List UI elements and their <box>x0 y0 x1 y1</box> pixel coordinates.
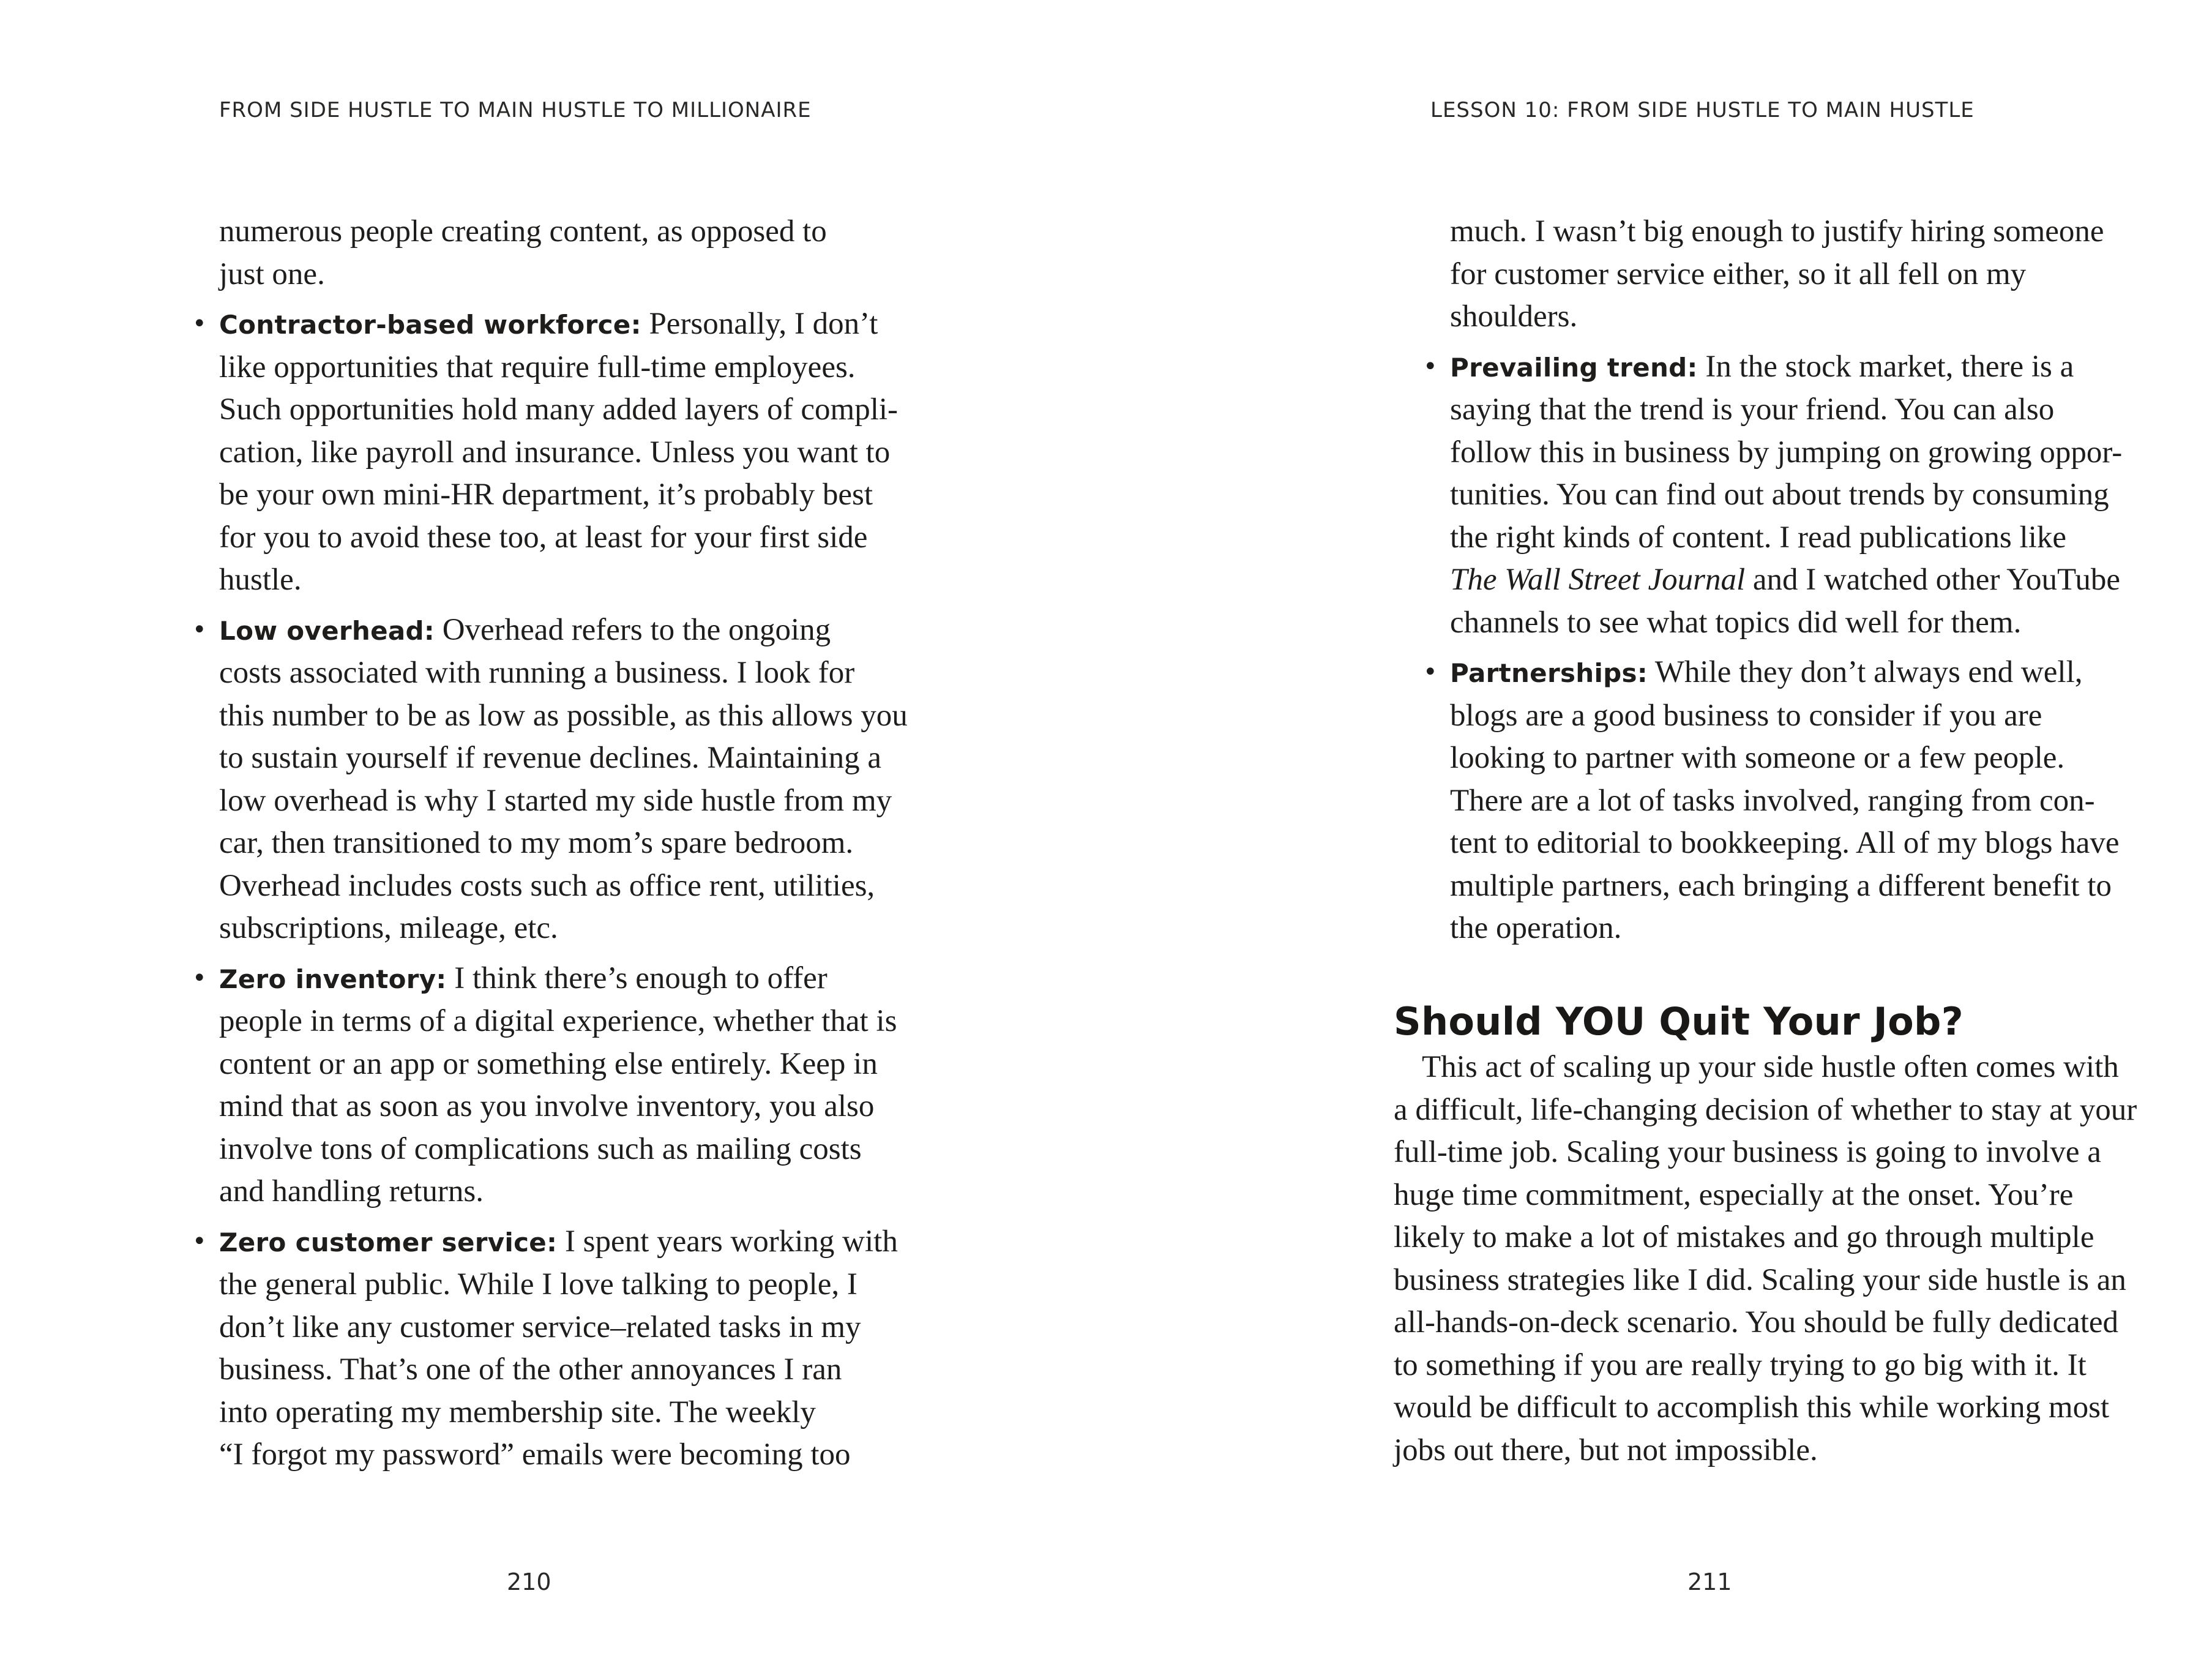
text-line: the general public. While I love talking to people, I <box>219 1267 858 1302</box>
list-item <box>192 1221 908 1477</box>
text-line: to something if you are really trying to go big with it. It <box>1394 1347 2087 1382</box>
list-item <box>1423 346 2137 645</box>
list-item <box>1423 651 2137 950</box>
text-line: this number to be as low as possible, as this allows you <box>219 698 908 733</box>
list-item <box>192 609 908 950</box>
bullet-text: I think there’s enough to offer <box>446 961 828 995</box>
text-line: tent to editorial to bookkeeping. All of my blogs have <box>1450 826 2120 860</box>
bullet-text: While they don’t always end well, <box>1647 655 2083 689</box>
text-line: multiple partners, each bringing a different benefit to <box>1450 868 2112 903</box>
list-item <box>192 957 908 1213</box>
text-line: costs associated with running a business. I look for <box>219 656 855 690</box>
text-line: numerous people creating content, as opposed to <box>219 214 827 249</box>
text-line: low overhead is why I started my side hustle from my <box>219 783 892 818</box>
text-line: subscriptions, mileage, etc. <box>219 911 558 945</box>
right-page-body <box>1394 211 2137 1472</box>
text-line: don’t like any customer service–related tasks in my <box>219 1309 861 1344</box>
continuation-text <box>219 211 908 296</box>
right-page <box>1106 0 2212 1656</box>
running-head: FROM SIDE HUSTLE TO MAIN HUSTLE TO MILLIONAIRE <box>219 98 812 122</box>
bullet-icon: • <box>192 310 207 338</box>
text-line: people in terms of a digital experience, whether that is <box>219 1004 897 1038</box>
bullet-icon: • <box>192 964 207 992</box>
list-item <box>192 303 908 602</box>
text-line: involve tons of complications such as mailing costs <box>219 1131 862 1166</box>
text-line: into operating my membership site. The weekly <box>219 1395 816 1429</box>
text-line: and handling returns. <box>219 1174 484 1208</box>
bullet-icon: • <box>192 615 207 644</box>
bullet-text: In the stock market, there is a <box>1697 349 2074 384</box>
text-line <box>1450 346 2137 389</box>
text-line: channels to see what topics did well for them. <box>1450 605 2022 640</box>
text-line: a difficult, life-changing decision of whether to stay at your <box>1394 1092 2137 1127</box>
text-line: looking to partner with someone or a few people. <box>1450 741 2065 775</box>
text-line: jobs out there, but not impossible. <box>1394 1433 1818 1467</box>
publication-title: The Wall Street Journal <box>1450 563 1746 597</box>
text-line: huge time commitment, especially at the onset. You’re <box>1394 1177 2074 1212</box>
bullet-text: Personally, I don’t <box>641 307 878 341</box>
page-number: 210 <box>507 1568 551 1595</box>
text-line: business. That’s one of the other annoyances I ran <box>219 1352 842 1387</box>
bullet-term: Partnerships: <box>1450 658 1648 688</box>
text-line: Overhead includes costs such as office rent, utilities, <box>219 868 875 903</box>
page-number: 211 <box>1687 1568 1732 1595</box>
bullet-text: I spent years working with <box>557 1224 898 1259</box>
text-line: blogs are a good business to consider if you are <box>1450 698 2042 733</box>
bullet-icon: • <box>1423 658 1438 686</box>
text-line: all-hands-on-deck scenario. You should be fully dedicated <box>1394 1305 2119 1339</box>
text-line: tunities. You can find out about trends by consuming <box>1450 478 2109 512</box>
text-line: cation, like payroll and insurance. Unless you want to <box>219 435 891 470</box>
text-line: There are a lot of tasks involved, ranging from con- <box>1450 783 2095 818</box>
text-line <box>219 609 908 653</box>
text-line <box>219 957 908 1001</box>
text-line: Such opportunities hold many added layers of compli- <box>219 392 899 427</box>
text-line: for you to avoid these too, at least for your first side <box>219 520 868 555</box>
text-line: This act of scaling up your side hustle often comes with <box>1422 1050 2119 1084</box>
bullet-text: Overhead refers to the ongoing <box>434 612 831 647</box>
text-line: car, then transitioned to my mom’s spare bedroom. <box>219 826 854 860</box>
bullet-list <box>192 303 908 1477</box>
text-line: much. I wasn’t big enough to justify hiring someone <box>1450 214 2104 249</box>
text-line: the right kinds of content. I read publications like <box>1450 520 2067 555</box>
text-line: follow this in business by jumping on growing oppor- <box>1450 435 2123 470</box>
text-line: content or an app or something else entirely. Keep in <box>219 1046 878 1081</box>
bullet-term: Zero inventory: <box>219 964 447 994</box>
text-line: saying that the trend is your friend. You can also <box>1450 392 2055 427</box>
text-line: the operation. <box>1450 911 1622 945</box>
bullet-list <box>1423 346 2137 950</box>
running-head: LESSON 10: FROM SIDE HUSTLE TO MAIN HUSTLE <box>1430 98 1975 122</box>
text-line: “I forgot my password” emails were becoming too <box>219 1437 851 1472</box>
text-line <box>1450 559 2137 602</box>
bullet-text: and I watched other YouTube <box>1745 563 2121 597</box>
text-line: would be difficult to accomplish this while working most <box>1394 1390 2110 1425</box>
bullet-term: Zero customer service: <box>219 1227 558 1257</box>
section-paragraph <box>1394 1046 2137 1472</box>
text-line <box>219 303 908 347</box>
text-line: just one. <box>219 257 325 291</box>
text-line <box>1450 651 2137 695</box>
text-line: for customer service either, so it all fell on my <box>1450 257 2027 291</box>
text-line: to sustain yourself if revenue declines. Maintaining a <box>219 741 882 775</box>
text-line: likely to make a lot of mistakes and go through multiple <box>1394 1220 2094 1254</box>
text-line: hustle. <box>219 563 302 597</box>
bullet-term: Prevailing trend: <box>1450 352 1698 383</box>
text-line: like opportunities that require full-time employees. <box>219 350 856 384</box>
section-heading: Should YOU Quit Your Job? <box>1394 998 1964 1044</box>
text-line: business strategies like I did. Scaling your side hustle is an <box>1394 1262 2126 1297</box>
bullet-icon: • <box>192 1227 207 1256</box>
text-line: be your own mini-HR department, it’s probably best <box>219 478 873 512</box>
bullet-term: Low overhead: <box>219 615 435 646</box>
text-line: shoulders. <box>1450 299 1578 334</box>
text-line: mind that as soon as you involve inventory, you also <box>219 1089 875 1123</box>
text-line <box>219 1221 908 1264</box>
continuation-text <box>1450 211 2137 339</box>
bullet-icon: • <box>1423 352 1438 381</box>
bullet-term: Contractor-based workforce: <box>219 310 641 340</box>
text-line: full-time job. Scaling your business is going to involve a <box>1394 1135 2101 1169</box>
left-page-body <box>192 211 908 1484</box>
